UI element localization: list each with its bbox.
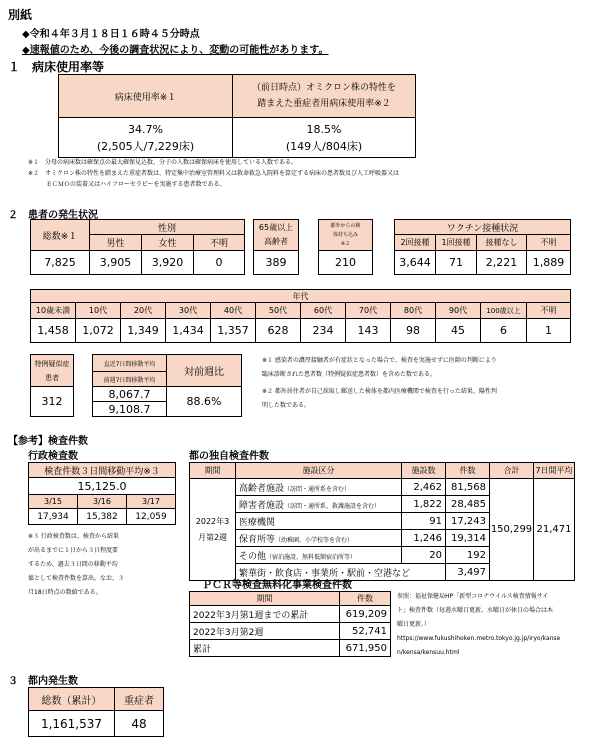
admin-note-line: 月18日時点の数値である。: [28, 589, 102, 596]
age-value: 98: [391, 319, 436, 343]
source-line: 参照：福祉保健局HP「新型コロナウイルス検査情報サイ: [397, 593, 549, 600]
table-row: [236, 547, 402, 564]
admin-date-value: 12,059: [127, 509, 176, 525]
own-test-table: [189, 462, 575, 581]
pcr-table: [189, 591, 391, 657]
age-col-header: 60代: [301, 303, 346, 319]
own-col-header: 施設数: [402, 463, 446, 479]
age-col-header: 90代: [436, 303, 481, 319]
elderly-table: [253, 219, 299, 275]
abroad-header-line2: 体持ち込み: [332, 231, 358, 238]
age-col-header: 20代: [121, 303, 166, 319]
section2-note-1a: ※１ 感染者の濃厚接触者が有症状となった場合で、検査を実施せずに医師の判断により: [262, 357, 497, 364]
age-value: 1: [527, 319, 571, 343]
age-col-header: 70代: [346, 303, 391, 319]
age-value: 234: [301, 319, 346, 343]
admin-avg-value: 15,125.0: [29, 478, 176, 495]
abroad-value: 210: [319, 251, 373, 275]
age-col-header: 10代: [76, 303, 121, 319]
sex-unknown-value: 0: [194, 251, 245, 275]
table-row: [236, 530, 402, 547]
admin-test-table: [28, 462, 176, 525]
pcr-source-note: [397, 590, 597, 660]
facility-name: 障害者施設: [239, 500, 285, 511]
section1-note-2: ※２ オミクロン株の特性を踏まえた重症者数は、特定集中治療室管理料又は救命救急入院料を算定する病床の患者数及び人工呼吸器又は: [28, 170, 400, 177]
age-value: 143: [346, 319, 391, 343]
age-col-header: 100歳以上: [481, 303, 527, 319]
own-period-cell: [190, 479, 236, 581]
pcr-row-value: 52,741: [340, 623, 391, 640]
admin-note-line: が出るまでに１日から３日程度要: [28, 547, 119, 554]
own-col-header: 合計: [490, 463, 534, 479]
female-value: 3,920: [142, 251, 194, 275]
bed-usage-table: [58, 74, 416, 158]
own-col-header: 期間: [190, 463, 236, 479]
source-line: 曜日更新。）: [397, 621, 431, 628]
total-cumulative-header: 総数（累計）: [29, 688, 115, 711]
suspected-header-line1: 特例疑似症: [34, 359, 70, 368]
age-col-header: 不明: [527, 303, 571, 319]
prev-avg-header: 前週7日間移動平均: [93, 372, 167, 387]
vaccine-none-header: 接種なし: [477, 235, 527, 251]
tokyo-total-table: [28, 687, 164, 737]
vaccine-2dose-header: 2回接種: [395, 235, 436, 251]
bed-usage-rate: 34.7%: [128, 122, 163, 136]
bed-usage-header: 病床使用率※１: [59, 75, 233, 118]
suspected-header-line2: 患者: [45, 373, 59, 382]
elderly-value: 389: [254, 251, 299, 275]
section2-note-2b: 明した数である。: [262, 402, 311, 409]
facility-sub: （宿泊施設、無料低額宿泊所等）: [266, 553, 357, 561]
section1-note-3: ＥＣＭＯの装着又はハイフローセラピーを実施する患者数である。: [28, 181, 226, 188]
age-value: 45: [436, 319, 481, 343]
severe-bed-header-line2: 踏まえた重症者用病床使用率※２: [257, 99, 391, 109]
female-header: 女性: [142, 235, 194, 251]
test-count: 19,314: [446, 530, 490, 547]
moving-average-table: [92, 354, 242, 417]
facility-count: 20: [402, 547, 446, 564]
vaccine-none-value: 2,221: [477, 251, 527, 275]
elderly-header: [254, 220, 299, 251]
section3-heading: ３ 都内発生数: [8, 676, 78, 687]
recent-avg-header: 直近7日間移動平均: [93, 355, 167, 372]
facility-name: その他: [239, 551, 267, 562]
facility-sub: （訪問・通所系を含む）: [284, 485, 351, 493]
admin-test-heading: 行政検査数: [28, 451, 78, 462]
abroad-header: [319, 220, 373, 251]
age-value: 1,357: [211, 319, 256, 343]
own-period-line2: 月第2週: [197, 532, 228, 542]
vaccine-2dose-value: 3,644: [395, 251, 436, 275]
age-value: 1,434: [166, 319, 211, 343]
abroad-table: [318, 219, 373, 275]
facility-count: 1,246: [402, 530, 446, 547]
suspected-header: [31, 355, 74, 387]
suspected-value: 312: [31, 387, 74, 417]
age-col-header: 50代: [256, 303, 301, 319]
table-row: [236, 513, 402, 530]
section1-notes: [28, 157, 588, 190]
source-url: n/kensa/kensuu.html: [397, 649, 460, 656]
admin-test-notes: [28, 530, 180, 600]
severe-bed-header: [233, 75, 416, 118]
pcr-row-value: 671,950: [340, 640, 391, 657]
severe-bed-rate: 18.5%: [306, 122, 342, 136]
pcr-row-label: 2022年3月第2週: [190, 623, 340, 640]
test-count: 81,568: [446, 479, 490, 496]
age-value: 6: [481, 319, 527, 343]
pcr-heading: ＰＣＲ等検査無料化事業検査件数: [202, 580, 352, 591]
page-title: 別紙: [8, 8, 33, 22]
vaccine-unknown-header: 不明: [527, 235, 571, 251]
disclaimer-line: ◆速報値のため、今後の調査状況により、変動の可能性があります。: [22, 45, 329, 56]
test-count: 3,497: [446, 564, 490, 581]
source-line: ト」検査件数（毎週水曜日更新。水曜日が休日の場合は木: [397, 607, 554, 614]
age-col-header: 80代: [391, 303, 436, 319]
facility-count: 91: [402, 513, 446, 530]
timestamp-line: ◆令和４年３月１８日１６時４５分時点: [22, 29, 200, 40]
pcr-count-header: 件数: [340, 592, 391, 606]
table-row: [236, 496, 402, 513]
severe-bed-header-line1: （前日時点）オミクロン株の特性を: [251, 83, 396, 93]
pcr-period-header: 期間: [190, 592, 340, 606]
admin-date-value: 17,934: [29, 509, 78, 525]
patient-sex-table: [30, 219, 245, 275]
admin-date-header: 3/16: [78, 495, 127, 509]
facility-count: 1,822: [402, 496, 446, 513]
admin-note-line: 値として検査件数を算出。なお、３: [28, 575, 125, 582]
age-value: 1,072: [76, 319, 121, 343]
wow-value: 88.6%: [167, 387, 242, 417]
age-value: 1,458: [31, 319, 76, 343]
age-col-header: 10歳未満: [31, 303, 76, 319]
pcr-row-label: 2022年3月第1週までの累計: [190, 606, 340, 623]
vaccine-1dose-value: 71: [436, 251, 477, 275]
own-col-header: 施設区分: [236, 463, 402, 479]
section1-note-1: ※１ 分母の病床数は確保点の最大確保見込数、分子の人数は確保病床を使用している人数である。: [28, 159, 298, 166]
facility-count: 2,462: [402, 479, 446, 496]
abroad-header-line1: 都外からの検: [330, 222, 361, 229]
section2-notes: [262, 354, 592, 413]
admin-note-line: ※３ 行政検査数は、検査から結果: [28, 533, 119, 540]
age-table: [30, 289, 571, 343]
own-test-heading: 都の独自検査件数: [189, 451, 269, 462]
bed-usage-value: [59, 118, 233, 158]
severe-value: 48: [115, 711, 164, 737]
facility-name: 繁華街・飲食店・事業所・駅前・空港など: [239, 568, 411, 579]
age-col-header: 30代: [166, 303, 211, 319]
vaccine-table: [394, 219, 571, 275]
facility-sub: （幼稚園、小学校等を含む）: [275, 536, 354, 544]
admin-date-value: 15,382: [78, 509, 127, 525]
section2-heading: ２ 患者の発生状況: [8, 210, 98, 221]
test-count: 28,485: [446, 496, 490, 513]
facility-name: 医療機関: [239, 517, 276, 528]
age-value: 1,349: [121, 319, 166, 343]
male-value: 3,905: [90, 251, 142, 275]
test-count: 17,243: [446, 513, 490, 530]
admin-date-header: 3/17: [127, 495, 176, 509]
suspected-table: [30, 354, 74, 417]
section2-note-2a: ※２ 都外居住者が自己採取し郵送した検体を都内医療機関で検査を行った結果、陽性判: [262, 388, 497, 395]
elderly-header-line1: 65歳以上: [258, 223, 294, 232]
table-row: [236, 479, 402, 496]
vaccine-1dose-header: 1回接種: [436, 235, 477, 251]
admin-date-header: 3/15: [29, 495, 78, 509]
own-col-header: 7日間平均: [534, 463, 575, 479]
own-col-header: 件数: [446, 463, 490, 479]
severe-header: 重症者: [115, 688, 164, 711]
elderly-header-line2: 高齢者: [264, 237, 288, 246]
own-total-value: 150,299: [490, 479, 534, 581]
admin-note-line: するため、過去３日間の移動平均: [28, 561, 118, 568]
own-period-line1: 2022年3: [195, 516, 230, 526]
sex-header: 性別: [90, 220, 245, 235]
abroad-header-line3: ※２: [340, 240, 351, 247]
total-header: 総数※１: [31, 220, 90, 251]
age-value: 628: [256, 319, 301, 343]
source-url: https://www.fukushihoken.metro.tokyo.jg.jp/iryo/kanse: [397, 635, 561, 642]
own-avg7-value: 21,471: [534, 479, 575, 581]
section2-note-1b: 臨床診断された患者数（特例疑似症患者数）を含めた数である。: [262, 371, 437, 378]
age-col-header: 40代: [211, 303, 256, 319]
vaccine-header: ワクチン接種状況: [395, 220, 571, 235]
recent-avg-value: 8,067.7: [93, 387, 167, 402]
severe-bed-value: [233, 118, 416, 158]
test-count: 192: [446, 547, 490, 564]
age-header: 年代: [31, 290, 571, 303]
prev-avg-value: 9,108.7: [93, 402, 167, 417]
facility-name: 高齢者施設: [239, 483, 285, 494]
severe-bed-detail: (149人/804床): [285, 139, 363, 153]
sex-unknown-header: 不明: [194, 235, 245, 251]
total-cumulative-value: 1,161,537: [29, 711, 115, 737]
total-value: 7,825: [31, 251, 90, 275]
reference-heading: 【参考】検査件数: [8, 436, 88, 447]
facility-sub: （訪問・通所系、救護施設を含む）: [284, 502, 381, 510]
wow-header: 対前週比: [167, 355, 242, 387]
pcr-row-label: 累計: [190, 640, 340, 657]
facility-name: 保育所等: [239, 534, 276, 545]
pcr-row-value: 619,209: [340, 606, 391, 623]
vaccine-unknown-value: 1,889: [527, 251, 571, 275]
male-header: 男性: [90, 235, 142, 251]
section1-heading: １ 病床使用率等: [8, 60, 105, 74]
bed-usage-detail: (2,505人/7,229床): [96, 139, 195, 153]
admin-avg-header: 検査件数３日間移動平均※３: [29, 463, 176, 478]
